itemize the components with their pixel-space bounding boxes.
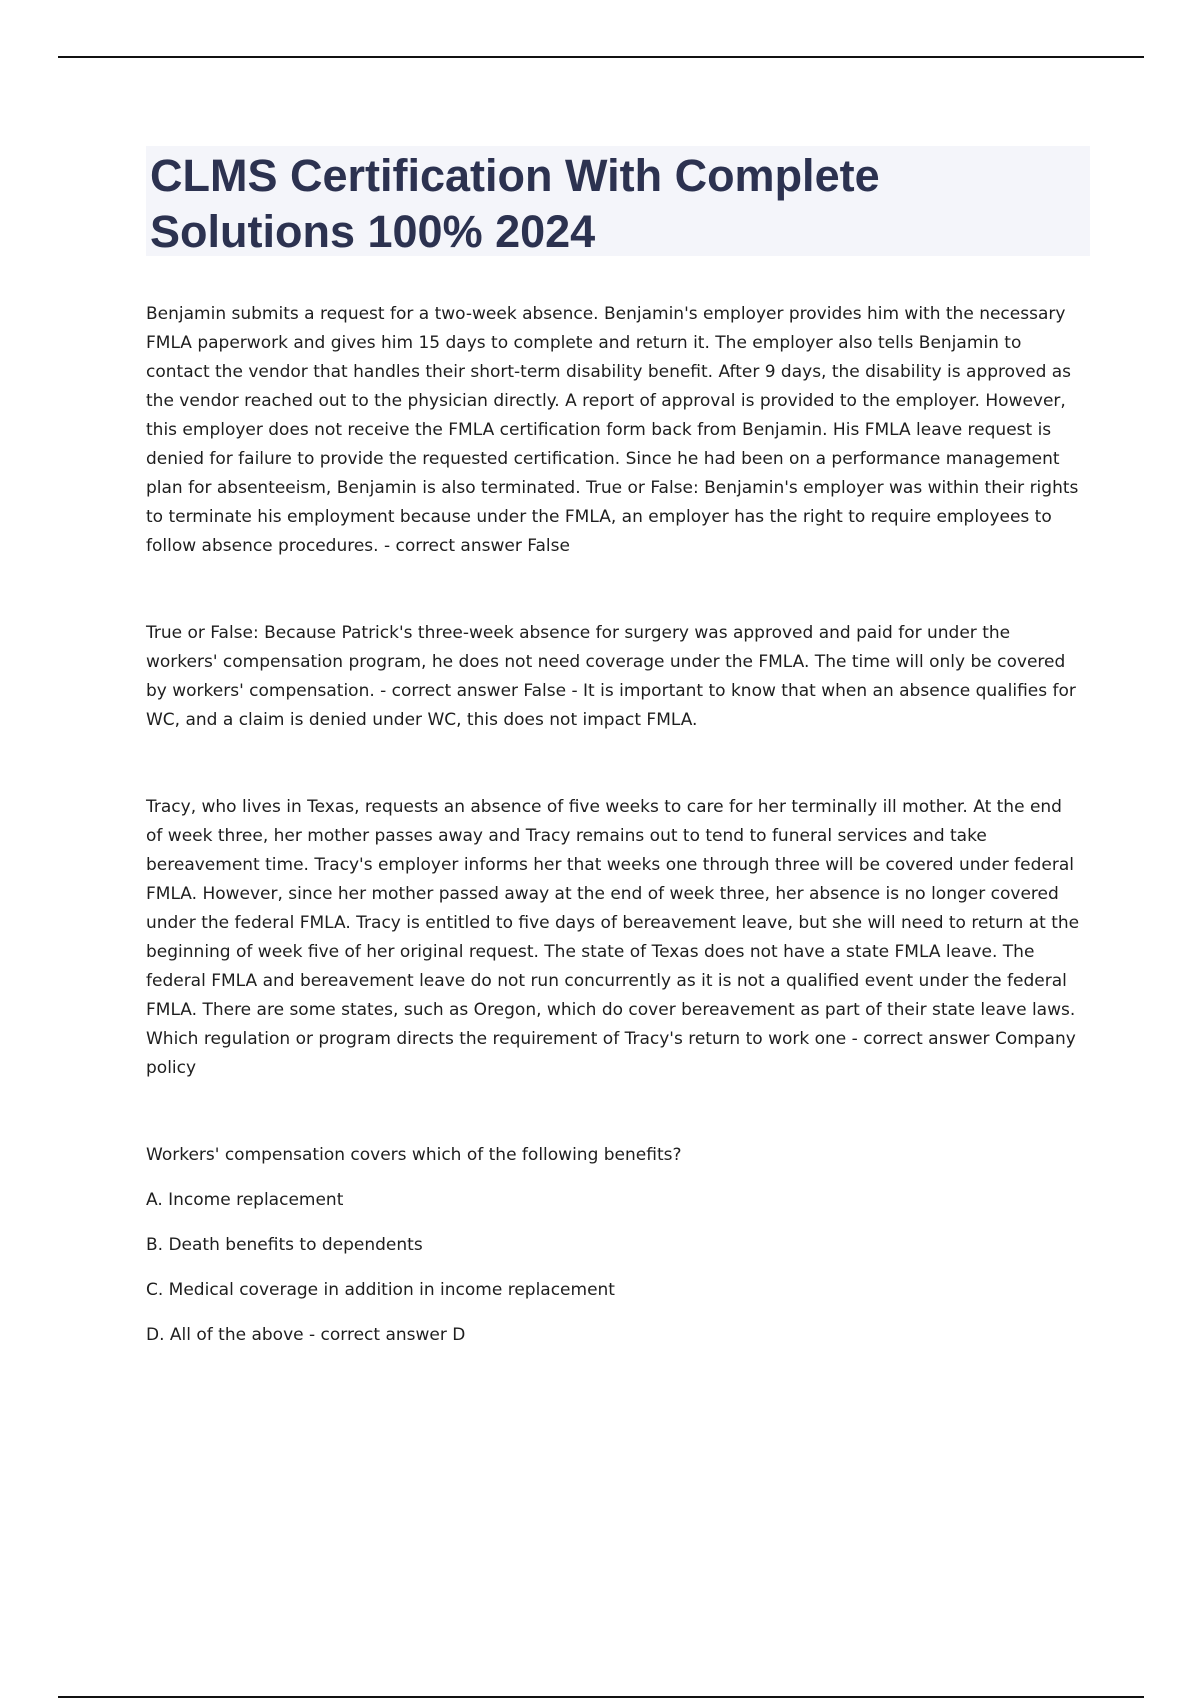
answer-options — [146, 1186, 1082, 1350]
document-body — [146, 300, 1082, 1366]
option-a: A. Income replacement — [146, 1190, 344, 1210]
qa-item-3 — [146, 793, 1082, 1083]
qa-item-2 — [146, 619, 1082, 735]
option-c: C. Medical coverage in addition in income replacement — [146, 1280, 615, 1300]
qa-item-1 — [146, 300, 1082, 561]
option-d: D. All of the above - correct answer D — [146, 1325, 466, 1345]
qa-item-4 — [146, 1141, 1082, 1350]
top-rule — [58, 56, 1144, 58]
option-b: B. Death benefits to dependents — [146, 1235, 423, 1255]
question-text: Workers' compensation covers which of the following benefits? — [146, 1145, 682, 1165]
question-text: Benjamin submits a request for a two-week absence. Benjamin's employer provides him with the necessary FMLA paperwork and gives him 15 days to complete and return it. The employer also tells Benjamin to contact the vendor that handles their short-term disability benefit. After 9 days, the disability is approved as the vendor reached out to the physician directly. A report of approval is provided to the employer. However, this employer does not receive the FMLA certification form back from Benjamin. His FMLA leave request is denied for failure to provide the requested certification. Since he had been on a performance management plan for absenteeism, Benjamin is also terminated. True or False: Benjamin's employer was within their rights to terminate his employment because under the FMLA, an employer has the right to require employees to follow absence procedures. - correct answer False — [146, 304, 1079, 556]
document-title: CLMS Certification With Complete Solutions 100% 2024 — [150, 150, 880, 257]
question-text: Tracy, who lives in Texas, requests an absence of five weeks to care for her terminally ill mother. At the end of week three, her mother passes away and Tracy remains out to tend to funeral services and take bereavement time. Tracy's employer informs her that weeks one through three will be covered under federal FMLA. However, since her mother passed away at the end of week three, her absence is no longer covered under the federal FMLA. Tracy is entitled to five days of bereavement leave, but she will need to return at the beginning of week five of her original request. The state of Texas does not have a state FMLA leave. The federal FMLA and bereavement leave do not run concurrently as it is not a qualified event under the federal FMLA. There are some states, such as Oregon, which do cover bereavement as part of their state leave laws. Which regulation or program directs the requirement of Tracy's return to work one - correct answer Company policy — [146, 797, 1080, 1078]
question-text: True or False: Because Patrick's three-week absence for surgery was approved and paid for under the workers' compensation program, he does not need coverage under the FMLA. The time will only be covered by workers' compensation. - correct answer False - It is important to know that when an absence qualifies for WC, and a claim is denied under WC, this does not impact FMLA. — [146, 623, 1076, 730]
title-box — [146, 146, 1090, 256]
bottom-rule — [58, 1696, 1144, 1698]
